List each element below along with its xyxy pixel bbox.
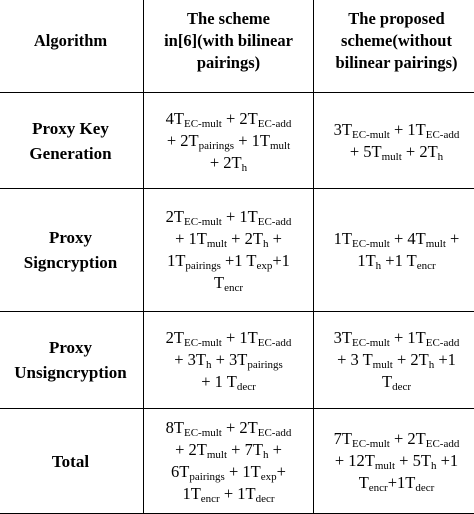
formula-term: + 5T [350, 142, 382, 161]
formula-term: + 2T [222, 109, 258, 128]
subscript: EC-add [258, 118, 292, 130]
header-algorithm [0, 0, 144, 93]
proposed-cost [314, 189, 474, 312]
cell-text-line: The proposed [318, 8, 474, 30]
formula-line [318, 228, 474, 250]
subscript: EC-mult [184, 337, 222, 349]
subscript: EC-mult [184, 427, 222, 439]
formula-line [148, 439, 309, 461]
proposed-cost [314, 93, 474, 189]
formula-term: + 1T [225, 462, 261, 481]
cell-text-line: scheme(without [318, 30, 474, 52]
subscript: h [376, 260, 382, 272]
formula-term: + 1T [220, 484, 256, 503]
formula-term: + 2T [402, 142, 438, 161]
subscript: mult [382, 151, 402, 163]
formula-line [318, 141, 474, 163]
formula-term: + 1T [222, 207, 258, 226]
formula-term: + 1T [390, 120, 426, 139]
formula-line [318, 472, 474, 494]
table-row [0, 312, 474, 409]
proposed-cost [314, 409, 474, 514]
formula-term: T [382, 372, 392, 391]
cell-text-line: Proxy Key [2, 116, 139, 141]
formula-term: 3T [334, 120, 352, 139]
table-row [0, 409, 474, 514]
formula-term: + 4T [390, 229, 426, 248]
algorithm-name [0, 312, 144, 409]
formula-term: + 12T [335, 451, 375, 470]
subscript: h [431, 460, 437, 472]
subscript: decr [237, 381, 256, 393]
formula-term: + 7T [227, 440, 263, 459]
subscript: encr [201, 493, 220, 505]
subscript: pairings [189, 471, 224, 483]
scheme6-cost [144, 312, 314, 409]
formula-term: +1 [434, 350, 456, 369]
cell-text-line: Proxy [2, 335, 139, 360]
subscript: mult [426, 238, 446, 250]
cell-text-line: pairings) [148, 52, 309, 74]
formula-line [318, 349, 474, 371]
cell-text-line: Signcryption [2, 250, 139, 275]
formula-line [318, 250, 474, 272]
subscript: EC-add [258, 427, 292, 439]
proposed-cost [314, 312, 474, 409]
formula-term: + [446, 229, 459, 248]
cell-text-line: Unsigncryption [2, 360, 139, 385]
subscript: mult [207, 238, 227, 250]
formula-term: +1 T [221, 251, 257, 270]
formula-line [148, 461, 309, 483]
subscript: EC-mult [352, 238, 390, 250]
subscript: EC-add [258, 337, 292, 349]
formula-line [148, 206, 309, 228]
formula-term: + 2T [222, 418, 258, 437]
subscript: h [438, 151, 444, 163]
formula-term: +1T [388, 473, 416, 492]
header-row [0, 0, 474, 93]
subscript: mult [375, 460, 395, 472]
table-row [0, 93, 474, 189]
cell-text-line: The scheme [148, 8, 309, 30]
formula-line [148, 130, 309, 152]
subscript: decr [392, 381, 411, 393]
subscript: encr [369, 482, 388, 494]
subscript: exp [261, 471, 277, 483]
formula-term: + 1T [390, 328, 426, 347]
formula-line [148, 152, 309, 174]
formula-term: +1 T [381, 251, 417, 270]
formula-line [148, 371, 309, 393]
subscript: decr [415, 482, 434, 494]
subscript: h [429, 359, 435, 371]
subscript: mult [373, 359, 393, 371]
formula-term: 1T [182, 484, 200, 503]
header-scheme6 [144, 0, 314, 93]
formula-term: 7T [334, 429, 352, 448]
formula-term: + 2T [167, 131, 199, 150]
formula-term: + 1T [222, 328, 258, 347]
formula-term: +1 [272, 251, 290, 270]
subscript: EC-mult [184, 216, 222, 228]
cell-text-line: Total [2, 449, 139, 474]
cell-text-line: bilinear pairings) [318, 52, 474, 74]
subscript: encr [417, 260, 436, 272]
formula-term: 1T [334, 229, 352, 248]
table-row [0, 189, 474, 312]
subscript: h [263, 238, 269, 250]
formula-line [148, 272, 309, 294]
formula-line [148, 417, 309, 439]
formula-term: 8T [166, 418, 184, 437]
formula-term: + 3 T [337, 350, 373, 369]
subscript: EC-add [426, 337, 460, 349]
formula-term: + 1T [234, 131, 270, 150]
formula-line [148, 250, 309, 272]
formula-term: + [268, 440, 281, 459]
formula-term: 1T [357, 251, 375, 270]
formula-term: + 2T [227, 229, 263, 248]
subscript: EC-mult [352, 438, 390, 450]
formula-term: T [214, 273, 224, 292]
subscript: EC-add [426, 129, 460, 141]
formula-term: 2T [166, 207, 184, 226]
scheme6-cost [144, 189, 314, 312]
subscript: EC-add [258, 216, 292, 228]
cell-text-line: Generation [2, 141, 139, 166]
formula-line [148, 228, 309, 250]
algorithm-name [0, 409, 144, 514]
subscript: pairings [185, 260, 220, 272]
formula-term: 4T [166, 109, 184, 128]
formula-term: 3T [334, 328, 352, 347]
formula-line [148, 327, 309, 349]
formula-line [148, 483, 309, 505]
formula-line [318, 119, 474, 141]
subscript: EC-mult [352, 129, 390, 141]
subscript: h [206, 359, 212, 371]
formula-term: + 2T [390, 429, 426, 448]
formula-term: + 2T [210, 153, 242, 172]
formula-term: 6T [171, 462, 189, 481]
cell-text-line: in[6](with bilinear [148, 30, 309, 52]
formula-line [148, 108, 309, 130]
subscript: decr [256, 493, 275, 505]
formula-line [318, 371, 474, 393]
algorithm-name [0, 189, 144, 312]
formula-term: 1T [167, 251, 185, 270]
cell-text-line: Proxy [2, 225, 139, 250]
cell-text-line: Algorithm [2, 30, 139, 52]
formula-line [318, 327, 474, 349]
subscript: pairings [199, 140, 234, 152]
formula-line [148, 349, 309, 371]
formula-line [318, 450, 474, 472]
subscript: pairings [247, 359, 282, 371]
subscript: EC-mult [352, 337, 390, 349]
formula-term: +1 [436, 451, 458, 470]
formula-term: + 1 T [201, 372, 237, 391]
algorithm-name [0, 93, 144, 189]
formula-term: 2T [166, 328, 184, 347]
formula-term: + 2T [175, 440, 207, 459]
formula-term: + [277, 462, 286, 481]
formula-term: T [359, 473, 369, 492]
scheme6-cost [144, 409, 314, 514]
subscript: encr [224, 282, 243, 294]
subscript: EC-add [426, 438, 460, 450]
header-proposed [314, 0, 474, 93]
subscript: h [242, 162, 248, 174]
formula-term: + [268, 229, 281, 248]
formula-term: + 5T [395, 451, 431, 470]
subscript: exp [256, 260, 272, 272]
formula-term: + 3T [211, 350, 247, 369]
subscript: EC-mult [184, 118, 222, 130]
subscript: mult [270, 140, 290, 152]
subscript: mult [207, 449, 227, 461]
subscript: h [263, 449, 269, 461]
formula-line [318, 428, 474, 450]
formula-term: + 2T [393, 350, 429, 369]
formula-term: + 1T [175, 229, 207, 248]
formula-term: + 3T [174, 350, 206, 369]
scheme6-cost [144, 93, 314, 189]
